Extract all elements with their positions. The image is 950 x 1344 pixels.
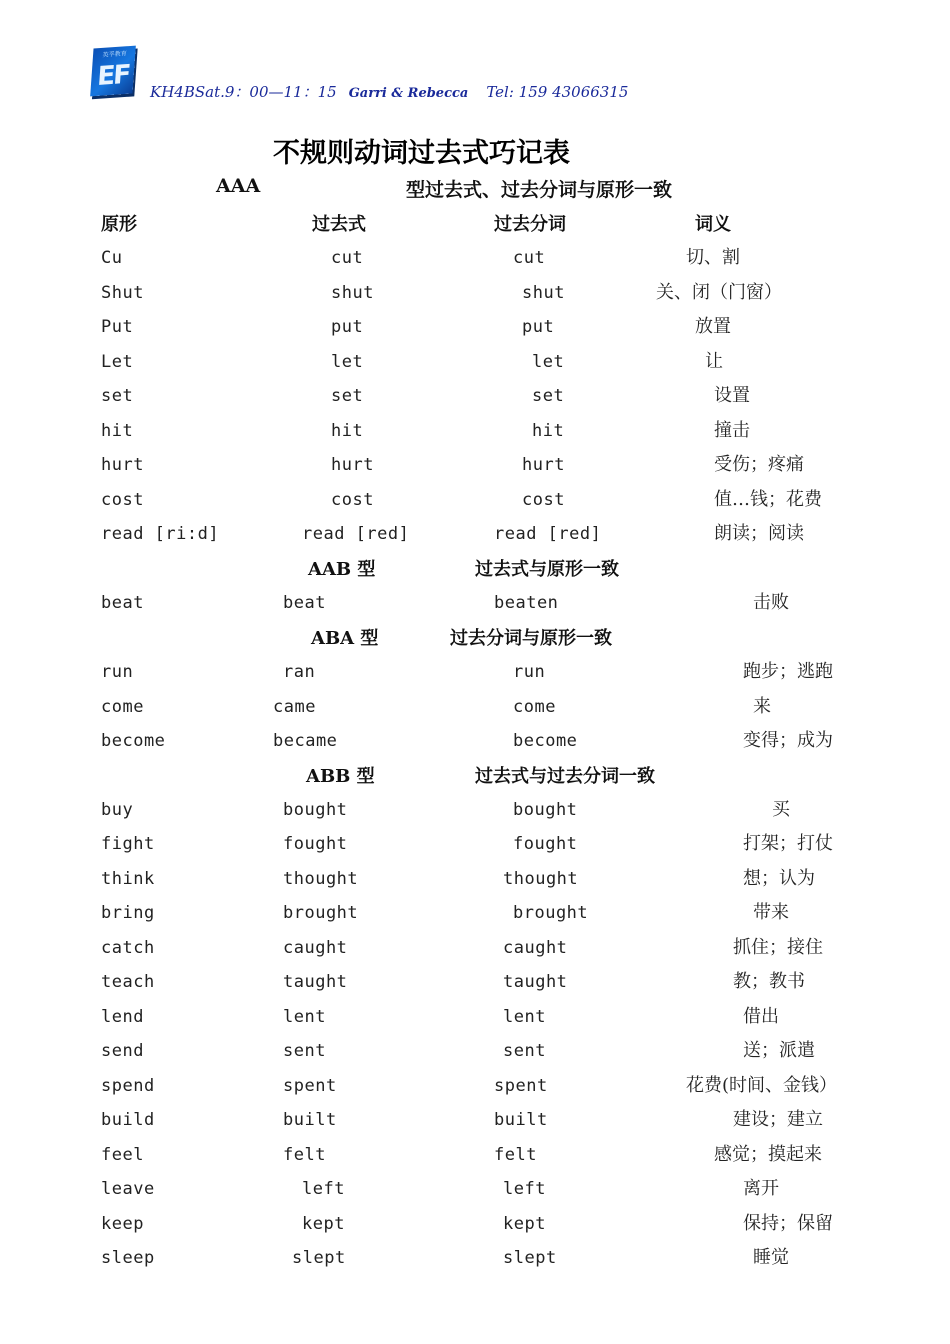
aaa-description: 型过去式、过去分词与原形一致 (406, 179, 673, 201)
cell-past-participle: slept (503, 1248, 557, 1268)
cell-past-participle: kept (503, 1214, 546, 1234)
table-row (0, 1241, 950, 1275)
table-row (0, 931, 950, 965)
page-header (150, 81, 628, 102)
cell-past-participle: become (513, 731, 578, 751)
cell-past-participle: sent (503, 1041, 546, 1061)
table-row (0, 655, 950, 689)
cell-meaning: 放置 (695, 316, 731, 337)
cell-past: set (331, 386, 364, 406)
table-row (0, 483, 950, 517)
column-header-meaning: 词义 (695, 214, 731, 235)
page-title: 不规则动词过去式巧记表 (273, 138, 570, 169)
cell-base: beat (101, 593, 144, 613)
cell-past-participle: brought (513, 903, 589, 923)
table-row (0, 448, 950, 482)
table-row (0, 414, 950, 448)
cell-base: Shut (101, 283, 144, 303)
cell-past-participle: shut (522, 283, 565, 303)
cell-past-participle: taught (503, 972, 568, 992)
cell-meaning: 想；认为 (743, 868, 815, 889)
table-row (0, 1000, 950, 1034)
table-row (0, 724, 950, 758)
cell-past: cost (331, 490, 374, 510)
table-row (0, 1172, 950, 1206)
table-row (0, 586, 950, 620)
cell-meaning: 保持；保留 (743, 1213, 833, 1234)
column-header-base: 原形 (101, 214, 137, 235)
aab-code: AAB 型 (308, 559, 376, 580)
cell-base: bring (101, 903, 155, 923)
abb-code: ABB 型 (306, 766, 375, 787)
cell-meaning: 撞击 (714, 420, 750, 441)
cell-base: teach (101, 972, 155, 992)
cell-base: leave (101, 1179, 155, 1199)
cell-meaning: 击败 (753, 592, 789, 613)
cell-past: became (273, 731, 338, 751)
cell-meaning: 来 (753, 696, 771, 717)
table-row (0, 1207, 950, 1241)
cell-base: keep (101, 1214, 144, 1234)
table-row (0, 276, 950, 310)
logo-top-text: 英孚教育 (102, 50, 128, 59)
cell-past-participle: fought (513, 834, 578, 854)
cell-past: put (331, 317, 364, 337)
table-row (0, 965, 950, 999)
cell-base: sleep (101, 1248, 155, 1268)
cell-base: think (101, 869, 155, 889)
cell-past: fought (283, 834, 348, 854)
table-row (0, 1034, 950, 1068)
column-header-past-participle: 过去分词 (494, 214, 566, 235)
cell-meaning: 花费(时间、金钱） (686, 1075, 838, 1096)
cell-meaning: 感觉；摸起来 (714, 1144, 822, 1165)
ef-logo (90, 46, 136, 97)
cell-base: Let (101, 352, 134, 372)
cell-meaning: 带来 (753, 902, 789, 923)
cell-meaning: 离开 (743, 1178, 779, 1199)
cell-past: sent (283, 1041, 326, 1061)
cell-past: shut (331, 283, 374, 303)
cell-past: read [red] (302, 524, 410, 544)
cell-past: bought (283, 800, 348, 820)
cell-base: send (101, 1041, 144, 1061)
table-row (0, 517, 950, 551)
table-row (0, 1103, 950, 1137)
table-row (0, 896, 950, 930)
cell-base: buy (101, 800, 134, 820)
cell-meaning: 受伤；疼痛 (714, 454, 804, 475)
cell-meaning: 朗读；阅读 (714, 523, 804, 544)
cell-past-participle: cost (522, 490, 565, 510)
cell-base: become (101, 731, 166, 751)
cell-base: spend (101, 1076, 155, 1096)
cell-past: spent (283, 1076, 337, 1096)
cell-past: hurt (331, 455, 374, 475)
cell-base: come (101, 697, 144, 717)
table-row (0, 345, 950, 379)
cell-past-participle: read [red] (494, 524, 602, 544)
cell-past-participle: lent (503, 1007, 546, 1027)
cell-past: left (302, 1179, 345, 1199)
cell-base: set (101, 386, 134, 406)
cell-past-participle: let (532, 352, 565, 372)
cell-past: felt (283, 1145, 326, 1165)
cell-base: read [ri:d] (101, 524, 220, 544)
cell-past: ran (283, 662, 316, 682)
cell-meaning: 值…钱；花费 (714, 489, 822, 510)
cell-base: lend (101, 1007, 144, 1027)
table-row (0, 862, 950, 896)
cell-base: hit (101, 421, 134, 441)
cell-meaning: 抓住；接住 (733, 937, 823, 958)
aaa-code: AAA (216, 175, 261, 197)
cell-past-participle: caught (503, 938, 568, 958)
cell-past-participle: thought (503, 869, 579, 889)
cell-past-participle: bought (513, 800, 578, 820)
cell-meaning: 买 (772, 799, 790, 820)
aba-code: ABA 型 (311, 628, 379, 649)
cell-past-participle: left (503, 1179, 546, 1199)
cell-base: Put (101, 317, 134, 337)
cell-base: feel (101, 1145, 144, 1165)
cell-past: built (283, 1110, 337, 1130)
cell-past: brought (283, 903, 359, 923)
cell-past-participle: spent (494, 1076, 548, 1096)
cell-past: lent (283, 1007, 326, 1027)
cell-base: fight (101, 834, 155, 854)
cell-meaning: 打架；打仗 (743, 833, 833, 854)
table-row (0, 1138, 950, 1172)
cell-past-participle: come (513, 697, 556, 717)
cell-past: came (273, 697, 316, 717)
cell-meaning: 借出 (743, 1006, 779, 1027)
cell-past: caught (283, 938, 348, 958)
class-info: KH4BSat.9：00—11：15 (150, 83, 337, 101)
cell-meaning: 跑步；逃跑 (743, 661, 833, 682)
cell-past: taught (283, 972, 348, 992)
cell-base: Cu (101, 248, 123, 268)
cell-past-participle: set (532, 386, 565, 406)
cell-base: hurt (101, 455, 144, 475)
telephone: Tel: 159 43066315 (486, 83, 629, 101)
cell-past: hit (331, 421, 364, 441)
cell-past: cut (331, 248, 364, 268)
table-row (0, 379, 950, 413)
cell-past-participle: cut (513, 248, 546, 268)
table-row (0, 1069, 950, 1103)
cell-meaning: 送；派遣 (743, 1040, 815, 1061)
cell-past-participle: run (513, 662, 546, 682)
abb-description: 过去式与过去分词一致 (475, 766, 655, 787)
teacher-names: Garri & Rebecca (348, 86, 469, 101)
cell-meaning: 让 (705, 351, 723, 372)
cell-past-participle: hurt (522, 455, 565, 475)
cell-past-participle: built (494, 1110, 548, 1130)
table-row (0, 690, 950, 724)
cell-base: catch (101, 938, 155, 958)
cell-meaning: 教；教书 (733, 971, 805, 992)
cell-base: build (101, 1110, 155, 1130)
table-row (0, 793, 950, 827)
cell-meaning: 关、闭（门窗） (656, 282, 782, 303)
cell-past: slept (292, 1248, 346, 1268)
cell-meaning: 变得；成为 (743, 730, 833, 751)
aba-description: 过去分词与原形一致 (450, 628, 612, 649)
cell-past-participle: hit (532, 421, 565, 441)
cell-meaning: 设置 (714, 385, 750, 406)
cell-base: cost (101, 490, 144, 510)
aab-description: 过去式与原形一致 (475, 559, 619, 580)
table-row (0, 310, 950, 344)
table-row (0, 241, 950, 275)
cell-past-participle: beaten (494, 593, 559, 613)
logo-mark: EF (93, 60, 132, 93)
cell-past-participle: felt (494, 1145, 537, 1165)
cell-base: run (101, 662, 134, 682)
column-header-past: 过去式 (312, 214, 366, 235)
table-row (0, 827, 950, 861)
cell-past: let (331, 352, 364, 372)
cell-meaning: 切、割 (686, 247, 740, 268)
cell-meaning: 睡觉 (753, 1247, 789, 1268)
cell-past: kept (302, 1214, 345, 1234)
cell-past: beat (283, 593, 326, 613)
cell-past: thought (283, 869, 359, 889)
cell-meaning: 建设；建立 (733, 1109, 823, 1130)
cell-past-participle: put (522, 317, 555, 337)
